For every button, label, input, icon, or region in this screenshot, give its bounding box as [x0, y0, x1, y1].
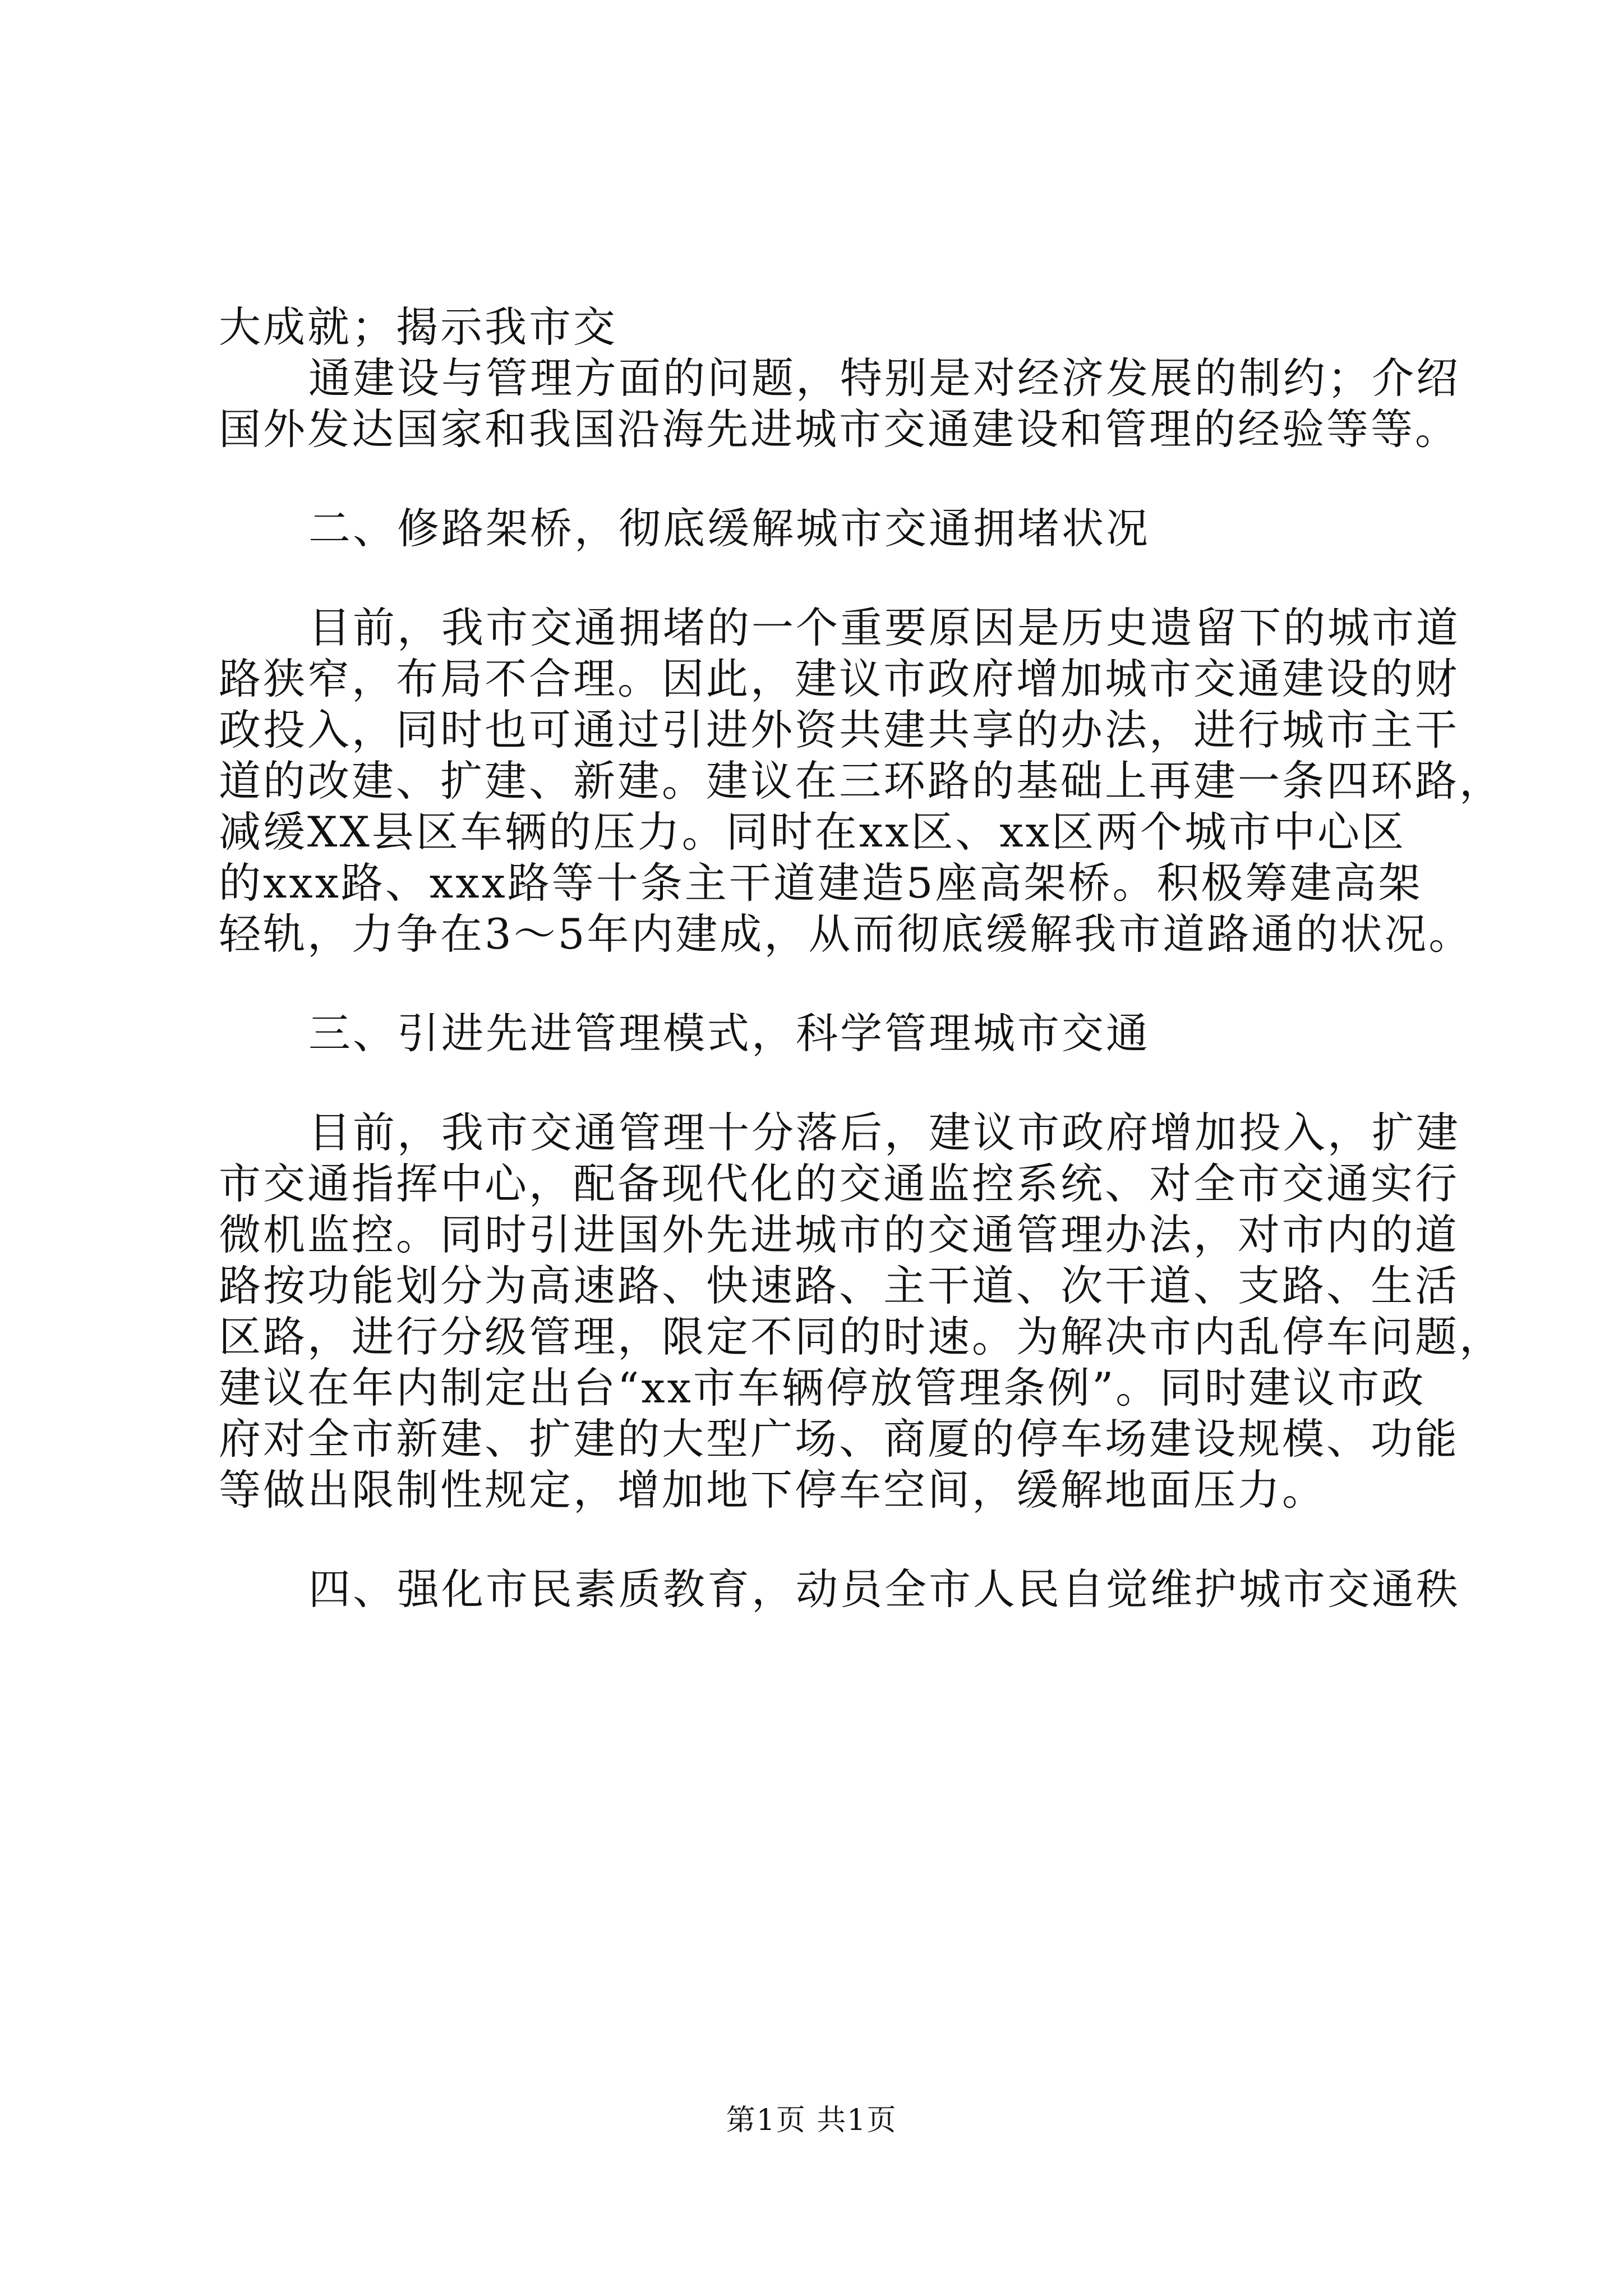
section-heading-2: 二、修路架桥，彻底缓解城市交通拥堵状况 — [308, 504, 1151, 553]
text-line: 目前，我市交通拥堵的一个重要原因是历史遗留下的城市道 — [308, 603, 1461, 652]
text-line: 建议在年内制定出台“xx市车辆停放管理条例”。同时建议市政 — [219, 1363, 1426, 1412]
section-heading-4: 四、强化市民素质教育，动员全市人民自觉维护城市交通秩 — [308, 1565, 1461, 1614]
text-line: 区路，进行分级管理，限定不同的时速。为解决市内乱停车问题， — [219, 1312, 1504, 1361]
text-line: 等做出限制性规定，增加地下停车空间，缓解地面压力。 — [219, 1465, 1327, 1515]
document-body — [219, 302, 1504, 1615]
text-line: 减缓XX县区车辆的压力。同时在xx区、xx区两个城市中心区 — [219, 807, 1406, 857]
text-line: 目前，我市交通管理十分落后，建议市政府增加投入，扩建 — [308, 1108, 1461, 1157]
page-footer: 第1页 共1页 — [726, 2104, 897, 2137]
text-line: 政投入，同时也可通过引进外资共建共享的办法，进行城市主干 — [219, 705, 1460, 754]
text-line: 府对全市新建、扩建的大型广场、商厦的停车场建设规模、功能 — [219, 1414, 1460, 1464]
text-line: 路按功能划分为高速路、快速路、主干道、次干道、支路、生活 — [219, 1261, 1460, 1310]
text-line: 道的改建、扩建、新建。建议在三环路的基础上再建一条四环路， — [219, 756, 1504, 806]
section-heading-3: 三、引进先进管理模式，科学管理城市交通 — [308, 1009, 1151, 1058]
text-line: 国外发达国家和我国沿海先进城市交通建设和管理的经验等等。 — [219, 404, 1460, 454]
text-line: 的xxx路、xxx路等十条主干道建造5座高架桥。积极筹建高架 — [219, 858, 1423, 908]
text-line: 微机监控。同时引进国外先进城市的交通管理办法，对市内的道 — [219, 1210, 1460, 1259]
text-line: 轻轨，力争在3～5年内建成，从而彻底缓解我市道路通的状况。 — [219, 909, 1473, 959]
text-line: 市交通指挥中心，配备现代化的交通监控系统、对全市交通实行 — [219, 1159, 1460, 1208]
text-line: 大成就；揭示我市交 — [219, 302, 618, 352]
text-line: 通建设与管理方面的问题，特别是对经济发展的制约；介绍 — [308, 353, 1461, 403]
text-line: 路狭窄，布局不合理。因此，建议市政府增加城市交通建设的财 — [219, 654, 1460, 703]
